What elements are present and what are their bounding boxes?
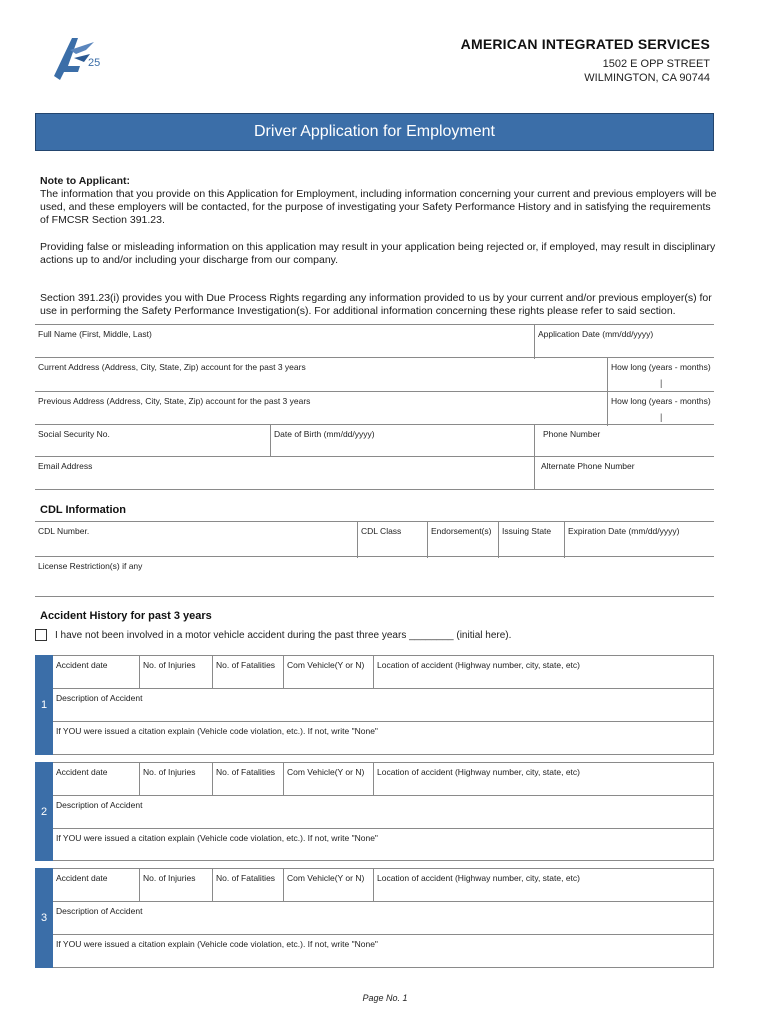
description-row[interactable] [53, 796, 713, 829]
previous-address-field[interactable] [35, 392, 607, 426]
title-bar [35, 113, 714, 151]
location-label: Location of accident (Highway number, city, state, etc) [377, 873, 580, 883]
com-vehicle-field[interactable] [283, 763, 373, 795]
cdl-number-label: CDL Number. [38, 526, 90, 536]
restrictions-label: License Restriction(s) if any [38, 561, 143, 571]
location-field[interactable] [373, 869, 713, 901]
injuries-field[interactable] [139, 763, 212, 795]
phone-field[interactable] [534, 425, 714, 457]
accident-number-3: 3 [35, 868, 53, 968]
company-logo [50, 36, 108, 80]
com-vehicle-label: Com Vehicle(Y or N) [287, 873, 365, 883]
row-previous-address [35, 391, 714, 426]
location-label: Location of accident (Highway number, city, state, etc) [377, 767, 580, 777]
page-title: Driver Application for Employment [254, 123, 495, 140]
how-long-current-field[interactable] [607, 358, 714, 392]
accident-block-3 [35, 868, 714, 968]
cdl-class-field[interactable] [357, 522, 427, 558]
description-row[interactable] [53, 689, 713, 722]
note-paragraph-2: Providing false or misleading information on this application may result in your application being rejected or, if employed, may result in disciplinary actions up to and/or including your discharge from our company. [40, 241, 716, 266]
no-accident-checkbox-label: I have not been involved in a motor vehicle accident during the past three years ________ (initial here). [55, 630, 512, 641]
accident-table-1 [53, 655, 714, 755]
row-current-address [35, 357, 714, 392]
cdl-heading: CDL Information [40, 504, 126, 516]
citation-row[interactable] [53, 829, 713, 860]
accident-date-field[interactable] [53, 656, 139, 688]
row-cdl [35, 521, 714, 558]
how-long-current-label: How long (years - months) [611, 362, 711, 372]
endorsements-field[interactable] [427, 522, 498, 558]
issuing-state-field[interactable] [498, 522, 564, 558]
row-ssn [35, 424, 714, 457]
no-accident-checkbox[interactable] [35, 629, 47, 641]
location-field[interactable] [373, 656, 713, 688]
restrictions-field[interactable] [35, 557, 714, 596]
cdl-number-field[interactable] [35, 522, 357, 558]
injuries-field[interactable] [139, 869, 212, 901]
issuing-state-label: Issuing State [502, 526, 552, 536]
accident-date-field[interactable] [53, 763, 139, 795]
logo-text: 25 [88, 57, 101, 69]
previous-address-label: Previous Address (Address, City, State, Zip) account for the past 3 years [38, 396, 311, 406]
accident-number-1: 1 [35, 655, 53, 755]
ssn-label: Social Security No. [38, 429, 110, 439]
accident-table-2 [53, 762, 714, 861]
injuries-label: No. of Injuries [143, 660, 196, 670]
row-name [35, 324, 714, 359]
fatalities-field[interactable] [212, 869, 283, 901]
description-label: Description of Accident [56, 693, 143, 703]
dob-field[interactable] [270, 425, 534, 457]
injuries-field[interactable] [139, 656, 212, 688]
location-label: Location of accident (Highway number, city, state, etc) [377, 660, 580, 670]
company-city: WILMINGTON, CA 90744 [584, 72, 710, 84]
note-block [40, 175, 720, 227]
application-date-label: Application Date (mm/dd/yyyy) [538, 329, 654, 339]
endorsements-label: Endorsement(s) [431, 526, 492, 536]
alt-phone-label: Alternate Phone Number [541, 461, 635, 471]
accident-date-label: Accident date [56, 873, 108, 883]
fatalities-field[interactable] [212, 763, 283, 795]
location-field[interactable] [373, 763, 713, 795]
accident-table-3 [53, 868, 714, 968]
com-vehicle-label: Com Vehicle(Y or N) [287, 660, 365, 670]
alt-phone-field[interactable] [534, 457, 714, 489]
accident-row-details [53, 763, 713, 796]
fatalities-label: No. of Fatalities [216, 767, 276, 777]
phone-label: Phone Number [543, 429, 601, 439]
how-long-current-separator: | [660, 378, 663, 388]
expiration-date-label: Expiration Date (mm/dd/yyyy) [568, 526, 680, 536]
description-label: Description of Accident [56, 906, 143, 916]
application-date-field[interactable] [534, 325, 714, 359]
current-address-field[interactable] [35, 358, 607, 392]
fatalities-label: No. of Fatalities [216, 660, 276, 670]
citation-label: If YOU were issued a citation explain (Vehicle code violation, etc.). If not, write "None" [56, 939, 378, 949]
how-long-previous-label: How long (years - months) [611, 396, 711, 406]
full-name-field[interactable] [35, 325, 534, 359]
com-vehicle-label: Com Vehicle(Y or N) [287, 767, 365, 777]
accident-date-field[interactable] [53, 869, 139, 901]
page-number: Page No. 1 [362, 993, 408, 1003]
accident-number-2: 2 [35, 762, 53, 861]
accident-block-2 [35, 762, 714, 861]
accident-row-details [53, 869, 713, 902]
full-name-label: Full Name (First, Middle, Last) [38, 329, 152, 339]
injuries-label: No. of Injuries [143, 873, 196, 883]
accident-block-1 [35, 655, 714, 755]
citation-row[interactable] [53, 935, 713, 967]
how-long-previous-separator: | [660, 412, 663, 422]
email-field[interactable] [35, 457, 534, 489]
citation-label: If YOU were issued a citation explain (Vehicle code violation, etc.). If not, write "None" [56, 726, 378, 736]
expiration-date-field[interactable] [564, 522, 714, 558]
note-heading: Note to Applicant: [40, 175, 131, 187]
company-street: 1502 E OPP STREET [602, 58, 710, 70]
accident-row-details [53, 656, 713, 689]
com-vehicle-field[interactable] [283, 656, 373, 688]
citation-row[interactable] [53, 722, 713, 754]
dob-label: Date of Birth (mm/dd/yyyy) [274, 429, 375, 439]
cdl-class-label: CDL Class [361, 526, 402, 536]
description-label: Description of Accident [56, 800, 143, 810]
email-label: Email Address [38, 461, 93, 471]
company-name: AMERICAN INTEGRATED SERVICES [460, 36, 710, 52]
accident-heading: Accident History for past 3 years [40, 610, 212, 622]
company-header [461, 36, 710, 84]
how-long-previous-field[interactable] [607, 392, 714, 426]
row-restrictions [35, 556, 714, 597]
com-vehicle-field[interactable] [283, 869, 373, 901]
note-paragraph-1: The information that you provide on this Application for Employment, including information concerning your current and previous employers will be used, and these employers will be contacted, for the purpose of investigating your Safety Performance History and in satisfying the requirements of FMCSR Section 391.23. [40, 188, 717, 226]
fatalities-field[interactable] [212, 656, 283, 688]
accident-date-label: Accident date [56, 767, 108, 777]
ssn-field[interactable] [35, 425, 270, 457]
injuries-label: No. of Injuries [143, 767, 196, 777]
note-paragraph-3: Section 391.23(i) provides you with Due Process Rights regarding any information provided to us by your current and/or previous employer(s) for use in performing the Safety Performance Investigation(s). For additional information concerning these rights please refer to said section. [40, 292, 712, 317]
current-address-label: Current Address (Address, City, State, Zip) account for the past 3 years [38, 362, 306, 372]
description-row[interactable] [53, 902, 713, 935]
citation-label: If YOU were issued a citation explain (Vehicle code violation, etc.). If not, write "None" [56, 833, 378, 843]
row-email [35, 456, 714, 490]
fatalities-label: No. of Fatalities [216, 873, 276, 883]
accident-date-label: Accident date [56, 660, 108, 670]
